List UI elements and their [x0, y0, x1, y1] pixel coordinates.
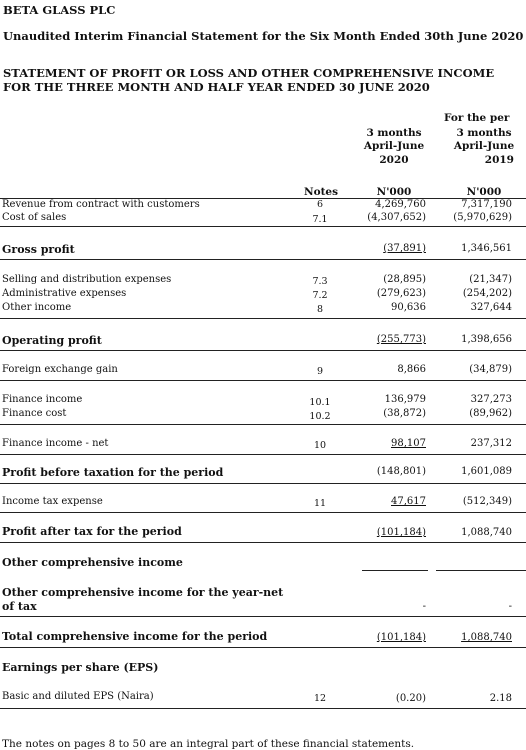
row-label: Profit before taxation for the period	[2, 466, 224, 479]
row-note: 7.3	[312, 276, 328, 287]
row-note: 9	[316, 366, 324, 377]
section-rule	[0, 226, 526, 227]
row-label: Earnings per share (EPS)	[2, 661, 159, 674]
value-2019: (34,879)	[469, 364, 512, 375]
value-2020: 98,107	[391, 438, 426, 449]
value-2019: 1,398,656	[461, 334, 512, 345]
value-2019: 1,346,561	[461, 243, 512, 254]
value-2020: (279,623)	[376, 288, 426, 299]
value-2019: (89,962)	[469, 408, 512, 419]
value-2020: (0.20)	[395, 693, 426, 704]
value-2020: 47,617	[391, 496, 426, 507]
row-label: Other comprehensive income for the year-net	[2, 586, 284, 599]
row-note: 10	[313, 440, 327, 451]
value-rule	[436, 570, 526, 571]
section-rule	[0, 259, 526, 260]
section-rule	[0, 512, 526, 513]
value-2019: 237,312	[470, 438, 512, 449]
value-rule	[362, 570, 428, 571]
section-rule	[0, 616, 526, 617]
statement-subtitle: Unaudited Interim Financial Statement for the Six Month Ended 30th June 2020	[3, 29, 524, 43]
value-2019: 1,088,740	[461, 632, 512, 643]
value-2019: (512,349)	[462, 496, 512, 507]
row-label: Finance income - net	[2, 438, 109, 449]
row-label: Selling and distribution expenses	[2, 274, 172, 285]
row-note: 10.1	[309, 397, 331, 408]
row-label: Basic and diluted EPS (Naira)	[2, 691, 154, 702]
row-label: Gross profit	[2, 243, 75, 256]
col2-header-line-2: April-June	[453, 140, 515, 152]
row-label: of tax	[2, 600, 37, 613]
col1-header-line-2: April-June	[363, 140, 425, 152]
section-rule	[0, 424, 526, 425]
row-label: Cost of sales	[2, 212, 67, 223]
section-rule	[0, 542, 526, 543]
row-label: Income tax expense	[2, 496, 103, 507]
value-2020: (255,773)	[376, 334, 426, 345]
value-2020: (28,895)	[383, 274, 426, 285]
section-rule	[0, 454, 526, 455]
row-note: 7.2	[312, 290, 328, 301]
value-2019: 327,273	[470, 394, 512, 405]
row-note: 8	[316, 304, 324, 315]
section-rule	[0, 483, 526, 484]
value-2019: 1,601,089	[461, 466, 512, 477]
statement-title-line-2: FOR THE THREE MONTH AND HALF YEAR ENDED 30 JUNE 2020	[3, 80, 430, 94]
row-label: Operating profit	[2, 334, 102, 347]
row-note: 12	[313, 693, 327, 704]
value-2019: 2.18	[489, 693, 512, 704]
col1-header-line-3: 2020	[379, 154, 409, 166]
row-label: Finance income	[2, 394, 83, 405]
col2-header-line-3: 2019	[484, 154, 514, 166]
value-2020: -	[422, 601, 426, 612]
col2-header-line-0: For the per	[444, 112, 510, 124]
value-2020: (4,307,652)	[367, 212, 426, 223]
value-2019: 327,644	[470, 302, 512, 313]
value-2019: -	[508, 601, 512, 612]
row-note: 6	[316, 199, 324, 210]
row-label: Other comprehensive income	[2, 556, 183, 569]
row-label: Foreign exchange gain	[2, 364, 118, 375]
footer-note: The notes on pages 8 to 50 are an integral part of these financial statements.	[2, 738, 415, 750]
row-note: 10.2	[309, 411, 331, 422]
value-2020: 136,979	[384, 394, 426, 405]
row-label: Total comprehensive income for the period	[2, 630, 268, 643]
row-label: Profit after tax for the period	[2, 525, 182, 538]
value-2020: (37,891)	[383, 243, 426, 254]
row-note: 11	[313, 498, 327, 509]
value-2019: 7,317,190	[461, 199, 512, 210]
value-2020: 8,866	[397, 364, 426, 375]
company-name: BETA GLASS PLC	[3, 3, 116, 17]
section-rule	[0, 380, 526, 381]
section-rule	[0, 708, 526, 709]
row-label: Revenue from contract with customers	[2, 199, 200, 210]
col1-unit: N'000	[376, 186, 412, 198]
section-rule	[0, 350, 526, 351]
row-label: Administrative expenses	[2, 288, 127, 299]
section-rule	[0, 647, 526, 648]
notes-header: Notes	[303, 186, 339, 198]
value-2019: (5,970,629)	[453, 212, 512, 223]
value-2020: 4,269,760	[375, 199, 426, 210]
value-2020: (101,184)	[376, 632, 426, 643]
value-2019: (21,347)	[469, 274, 512, 285]
section-rule	[0, 318, 526, 319]
col2-unit: N'000	[466, 186, 502, 198]
value-2020: 90,636	[391, 302, 426, 313]
row-label: Other income	[2, 302, 72, 313]
value-2020: (148,801)	[376, 466, 426, 477]
value-2020: (38,872)	[383, 408, 426, 419]
col2-header-line-1: 3 months	[456, 127, 512, 139]
col1-header-line-1: 3 months	[366, 127, 422, 139]
value-2020: (101,184)	[376, 527, 426, 538]
row-note: 7.1	[312, 214, 328, 225]
value-2019: (254,202)	[462, 288, 512, 299]
value-2019: 1,088,740	[461, 527, 512, 538]
row-label: Finance cost	[2, 408, 67, 419]
statement-title-line-1: STATEMENT OF PROFIT OR LOSS AND OTHER COMPREHENSIVE INCOME	[3, 66, 495, 80]
